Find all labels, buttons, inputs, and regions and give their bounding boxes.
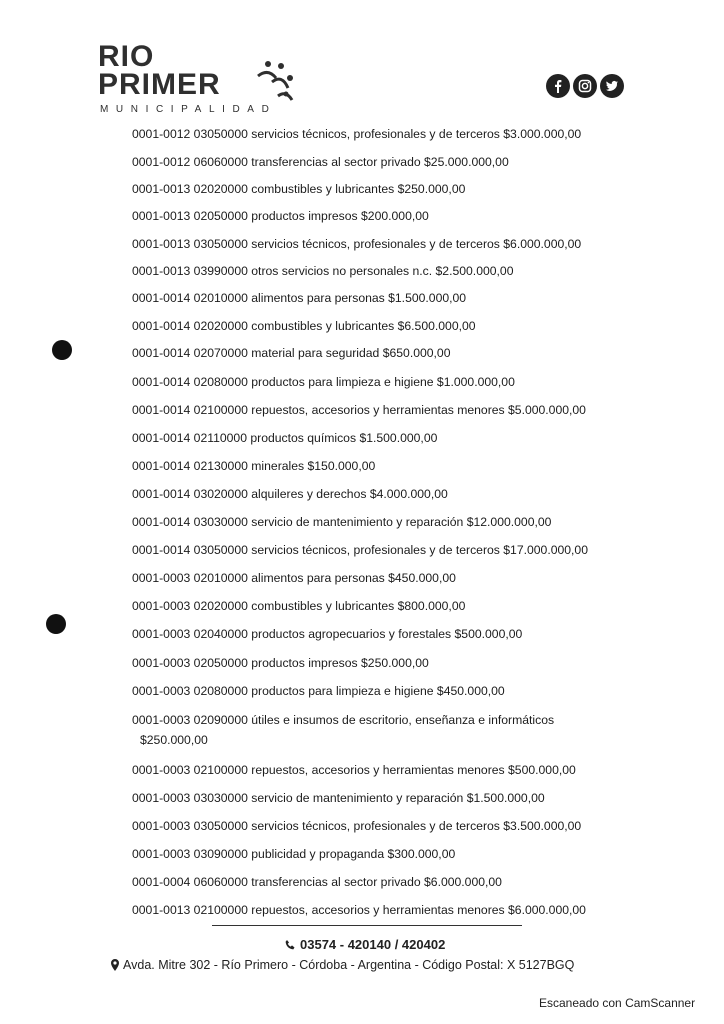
budget-entry: 0001-0003 03090000 publicidad y propaganda $300.000,00	[132, 847, 456, 861]
budget-entry: 0001-0004 06060000 transferencias al sector privado $6.000.000,00	[132, 875, 502, 889]
budget-entry: 0001-0014 02070000 material para seguridad $650.000,00	[132, 346, 451, 360]
budget-entry: 0001-0014 02130000 minerales $150.000,00	[132, 459, 376, 473]
budget-entry: 0001-0014 02080000 productos para limpieza e higiene $1.000.000,00	[132, 375, 515, 389]
scanner-watermark: Escaneado con CamScanner	[539, 996, 696, 1010]
budget-entry: 0001-0012 03050000 servicios técnicos, profesionales y de terceros $3.000.000,00	[132, 127, 582, 141]
budget-entry: 0001-0014 02110000 productos químicos $1.500.000,00	[132, 431, 438, 445]
budget-entry: 0001-0013 02100000 repuestos, accesorios y herramientas menores $6.000.000,00	[132, 903, 586, 917]
budget-entry: 0001-0003 02080000 productos para limpieza e higiene $450.000,00	[132, 684, 505, 698]
twitter-icon[interactable]	[600, 74, 624, 98]
budget-entry: 0001-0013 02050000 productos impresos $200.000,00	[132, 209, 429, 223]
budget-entry-continuation: $250.000,00	[140, 733, 208, 747]
budget-entry: 0001-0003 02100000 repuestos, accesorios y herramientas menores $500.000,00	[132, 763, 576, 777]
budget-entry: 0001-0003 02040000 productos agropecuarios y forestales $500.000,00	[132, 627, 523, 641]
budget-entry: 0001-0014 03050000 servicios técnicos, profesionales y de terceros $17.000.000,00	[132, 543, 588, 557]
budget-entry: 0001-0003 02010000 alimentos para personas $450.000,00	[132, 571, 456, 585]
budget-entry: 0001-0014 02020000 combustibles y lubricantes $6.500.000,00	[132, 319, 476, 333]
logo-line2: PRIMER	[98, 68, 221, 101]
punch-hole	[52, 340, 72, 360]
footer-phone	[284, 937, 445, 952]
instagram-icon[interactable]	[573, 74, 597, 98]
budget-entry: 0001-0013 03990000 otros servicios no personales n.c. $2.500.000,00	[132, 264, 514, 278]
budget-entry: 0001-0003 03050000 servicios técnicos, profesionales y de terceros $3.500.000,00	[132, 819, 582, 833]
budget-entry: 0001-0013 03050000 servicios técnicos, profesionales y de terceros $6.000.000,00	[132, 237, 582, 251]
budget-entry: 0001-0003 03030000 servicio de mantenimiento y reparación $1.500.000,00	[132, 791, 545, 805]
facebook-icon[interactable]	[546, 74, 570, 98]
budget-entry: 0001-0012 06060000 transferencias al sector privado $25.000.000,00	[132, 155, 509, 169]
municipality-logo	[98, 42, 308, 117]
social-icons	[546, 74, 624, 98]
budget-entry: 0001-0003 02020000 combustibles y lubricantes $800.000,00	[132, 599, 466, 613]
punch-hole	[46, 614, 66, 634]
budget-entry: 0001-0014 03030000 servicio de mantenimiento y reparación $12.000.000,00	[132, 515, 552, 529]
location-pin-icon	[110, 959, 120, 971]
phone-number: 03574 - 420140 / 420402	[300, 937, 446, 952]
logo-figures-icon	[248, 56, 296, 106]
budget-entry: 0001-0013 02020000 combustibles y lubricantes $250.000,00	[132, 182, 466, 196]
logo-subtitle: MUNICIPALIDAD	[100, 104, 277, 115]
budget-entry: 0001-0014 02010000 alimentos para personas $1.500.000,00	[132, 291, 467, 305]
phone-icon	[284, 939, 296, 951]
address-text: Avda. Mitre 302 - Río Primero - Córdoba - Argentina - Código Postal: X 5127BGQ	[123, 958, 575, 972]
budget-entry: 0001-0003 02090000 útiles e insumos de escritorio, enseñanza e informáticos	[132, 713, 555, 727]
footer-address	[110, 958, 574, 972]
logo-line1: RIO	[98, 40, 155, 73]
footer-divider	[212, 925, 522, 926]
budget-entry: 0001-0014 03020000 alquileres y derechos $4.000.000,00	[132, 487, 448, 501]
budget-entry: 0001-0003 02050000 productos impresos $250.000,00	[132, 656, 429, 670]
budget-entry: 0001-0014 02100000 repuestos, accesorios y herramientas menores $5.000.000,00	[132, 403, 586, 417]
